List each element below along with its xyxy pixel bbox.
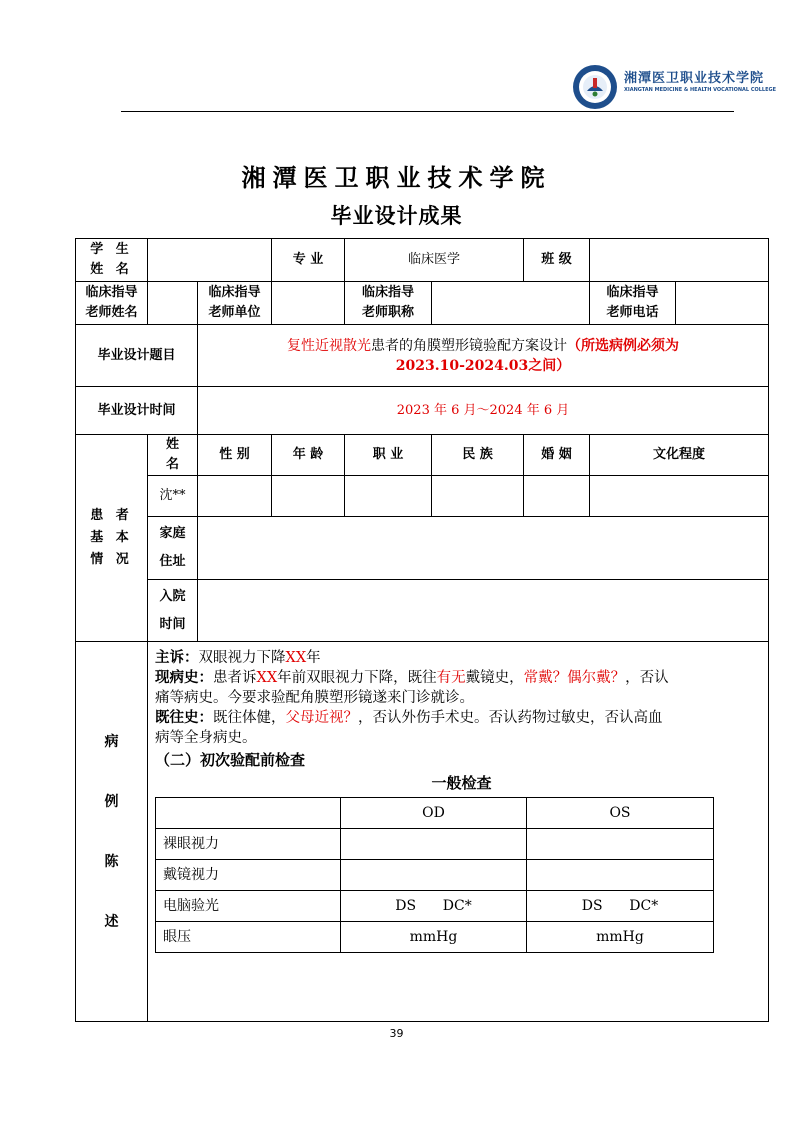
education-field[interactable] [590,476,769,517]
case-section-label: 病 例 陈 述 [76,642,148,1022]
past-history-cont: 病等全身病史。 [155,730,257,746]
exam-row-label: 电脑验光 [156,891,341,922]
school-logo-text: 湘潭医卫职业技术学院 [624,71,765,86]
major-value[interactable]: 临床医学 [345,239,524,282]
exam-os-cell[interactable] [527,829,714,860]
exam-row-label: 戴镜视力 [156,860,341,891]
od-header: OD [341,798,527,829]
class-label: 班 级 [524,239,590,282]
age-label: 年 龄 [272,435,345,476]
class-field[interactable] [590,239,769,282]
gender-field[interactable] [198,476,272,517]
header-divider [121,111,734,112]
patient-name-label: 姓 名 [148,435,198,476]
patient-name-value[interactable]: 沈** [148,476,198,517]
time-label: 毕业设计时间 [76,387,198,435]
topic-label: 毕业设计题目 [76,325,198,387]
exam-os-cell[interactable] [527,860,714,891]
exam-os-cell[interactable]: DS DC* [527,891,714,922]
exam-os-cell[interactable]: mmHg [527,922,714,953]
age-field[interactable] [272,476,345,517]
exam-row [156,891,714,922]
exam-od-cell[interactable] [341,829,527,860]
general-exam-table [155,797,714,953]
present-history-cont: 痛等病史。今要求验配角膜塑形镜遂来门诊就诊。 [155,690,474,706]
admission-label: 入院 时间 [148,580,198,642]
chief-complaint: 主诉：双眼视力下降XX年 [155,650,321,666]
advisor-unit-label: 临床指导 老师单位 [198,282,272,325]
ethnicity-field[interactable] [432,476,524,517]
general-exam-title: 一般检查 [431,774,492,792]
exam-row-label: 眼压 [156,922,341,953]
occupation-label: 职 业 [345,435,432,476]
address-field[interactable] [198,517,769,580]
advisor-name-field[interactable] [148,282,198,325]
exam-od-cell[interactable]: mmHg [341,922,527,953]
exam-row [156,922,714,953]
exam-row [156,860,714,891]
address-label: 家庭 住址 [148,517,198,580]
occupation-field[interactable] [345,476,432,517]
advisor-unit-field[interactable] [272,282,345,325]
student-name-label: 学 生 姓 名 [76,239,148,282]
marital-label: 婚 姻 [524,435,590,476]
advisor-title-field[interactable] [432,282,590,325]
time-value[interactable]: 2023 年 6 月～2024 年 6 月 [198,387,769,435]
advisor-phone-field[interactable] [676,282,769,325]
os-header: OS [527,798,714,829]
past-history: 既往史：既往体健，父母近视？，否认外伤手术史。否认药物过敏史，否认高血 [155,710,663,726]
document-title: 湘潭医卫职业技术学院 [241,163,552,192]
advisor-phone-label: 临床指导 老师电话 [590,282,676,325]
topic-value[interactable]: 复性近视散光患者的角膜塑形镜验配方案设计（所选病例必须为 2023.10-2024.03之间） [198,325,769,387]
present-history: 现病史：患者诉XX年前双眼视力下降，既往有无戴镜史，常戴？偶尔戴？，否认 [155,670,669,686]
advisor-name-label: 临床指导 老师姓名 [76,282,148,325]
exam-row-label: 裸眼视力 [156,829,341,860]
case-description[interactable] [148,642,769,1022]
admission-field[interactable] [198,580,769,642]
document-subtitle: 毕业设计成果 [330,203,463,228]
patient-section-label: 患 者 基 本 情 况 [76,435,148,642]
advisor-title-label: 临床指导 老师职称 [345,282,432,325]
student-name-field[interactable] [148,239,272,282]
page-number: 39 [389,1027,404,1040]
major-label: 专 业 [272,239,345,282]
exam-header-row [156,798,714,829]
school-logo-subtitle: XIANGTAN MEDICINE & HEALTH VOCATIONAL COLLEGE [624,87,777,93]
exam-od-cell[interactable] [341,860,527,891]
exam-row [156,829,714,860]
section-heading: （二）初次验配前检查 [155,751,306,769]
ethnicity-label: 民 族 [432,435,524,476]
gender-label: 性 别 [198,435,272,476]
graduation-form-table [75,238,769,1022]
marital-field[interactable] [524,476,590,517]
school-emblem-icon [572,64,618,110]
education-label: 文化程度 [590,435,769,476]
exam-od-cell[interactable]: DS DC* [341,891,527,922]
